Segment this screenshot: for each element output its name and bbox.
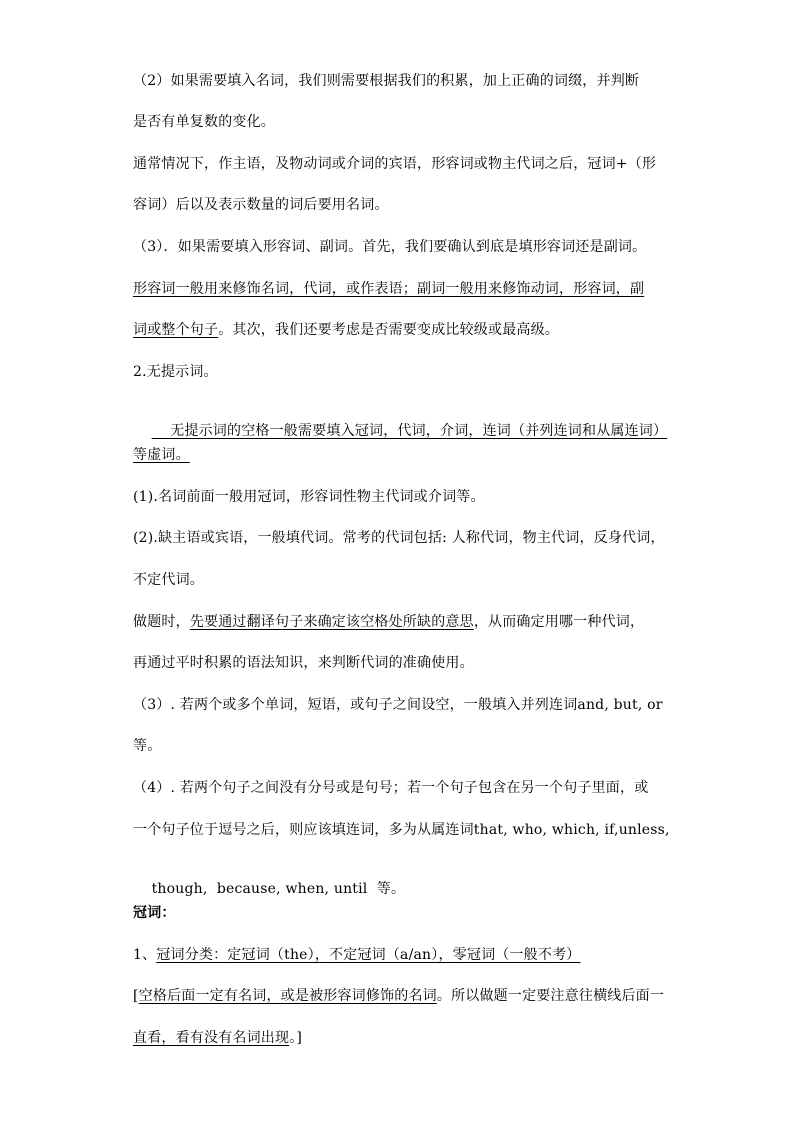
text-line [133,155,656,173]
text-line [133,404,667,458]
text-line [133,321,559,339]
text-line [133,529,665,547]
section-heading [133,363,218,381]
section-heading [133,904,176,922]
text-run: 1、 [133,947,157,963]
text-run: though, because, when, until 等。 [151,881,406,897]
underlined-text: 冠词分类：定冠词（the），不定冠词（a/an），零冠词（一般不考） [156,947,581,963]
underlined-text: 形容词一般用来修饰名词，代词，或作表语；副词一般用来修饰动词，形容词，副 [133,281,645,297]
text-line [133,280,644,298]
text-run: 做题时， [133,614,190,630]
text-run: 。] [289,1030,303,1046]
text-line [133,737,161,755]
text-line [133,571,204,589]
text-run: (2).缺主语或宾语，一般填代词。常考的代词包括: 人称代词，物主代词，反身代词， [133,530,665,546]
text-run: 再通过平时积累的语法知识，来判断代词的准确使用。 [133,655,474,671]
underlined-text: 直看，看有没有名词出现 [133,1030,290,1046]
text-run: 。其次，我们还要考虑是否需要变成比较级或最高级。 [218,322,560,338]
text-run: (1).名词前面一般用冠词，形容词性物主代词或介词等。 [133,489,485,505]
text-run: [ [133,988,139,1004]
text-line [133,613,644,631]
text-line [133,488,485,506]
underlined-text: 无提示词的空格一般需要填入冠词，代词，介词，连词（并列连词和从属连词） [151,423,668,439]
text-line [133,446,190,464]
underlined-text: 先要通过翻译句子来确定该空格处所缺的意思 [189,614,474,630]
text-line [133,696,663,714]
text-line [133,779,648,797]
text-run: 一个句子位于逗号之后，则应该填连词，多为从属连词that, who, which, if,unless, [133,822,670,838]
text-line [133,1029,302,1047]
text-line [133,72,639,90]
underlined-text: 词或整个句子 [133,322,219,338]
text-run: ，从而确定用哪一种代词， [473,614,645,630]
text-line [133,946,580,964]
underlined-text: 空格后面一定有名词，或是被形容词修饰的名词 [138,988,437,1004]
text-run: 容词）后以及表示数量的词后要用名词。 [133,197,389,213]
text-run: （4）. 若两个句子之间没有分号或是句号；若一个句子包含在另一个句子里面，或 [133,780,649,796]
text-run: （3）. 若两个或多个单词，短语，或句子之间设空，一般填入并列连词and, but, or [133,697,663,713]
text-run: （3）．如果需要填入形容词、副词。首先，我们要确认到底是填形容词还是副词。 [133,239,647,255]
text-run: 通常情况下，作主语，及物动词或介词的宾语，形容词或物主代词之后，冠词+（形 [133,156,657,172]
text-line [133,196,389,214]
text-line [133,987,664,1005]
text-run: 是否有单复数的变化。 [133,114,275,130]
text-run: 2.无提示词。 [133,364,218,380]
text-run: 等。 [133,738,162,754]
text-line [133,654,474,672]
text-line [133,821,670,839]
text-line [133,113,275,131]
text-run: 。所以做题一定要注意往横线后面一 [436,988,665,1004]
underlined-text: 等虚词。 [133,447,190,463]
text-run: （2）如果需要填入名词，我们则需要根据我们的积累，加上正确的词缀，并判断 [133,73,640,89]
text-run: 冠词： [133,905,176,921]
text-run: 不定代词。 [133,572,204,588]
text-line [133,238,646,256]
